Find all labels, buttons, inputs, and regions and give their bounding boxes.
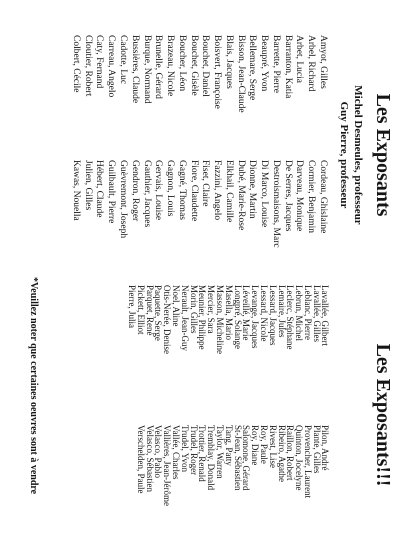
instructor-line: Michel Desmeules, professeur	[352, 85, 364, 225]
exhibitor-name: Lessard, Jacques	[267, 285, 278, 346]
exhibitor-name: Dionne, Martin	[247, 160, 258, 219]
exhibitor-name: Guilbault, Pierre	[106, 160, 117, 224]
exhibitor-name: Mercier, Sara	[206, 285, 217, 334]
exhibitor-name: Noel, Aline	[170, 285, 181, 327]
exhibitor-name: Nerault, Jean-Guy	[179, 285, 190, 351]
exhibitor-name: Amyot, Gilles	[318, 35, 328, 89]
exhibitor-name: Kawas, Nouella	[70, 160, 81, 221]
exhibitor-name: Gendron, Roger	[129, 160, 140, 222]
exhibitor-name: Arbel, Richard	[306, 35, 317, 92]
exhibitor-name: Bellemare, Serge	[247, 35, 258, 101]
exhibitor-name: Longpré, Solange	[232, 285, 243, 349]
exhibitor-name: Burque, Normand	[141, 35, 152, 104]
page-title: Les Exposants	[372, 93, 394, 217]
exhibitor-name: Vallée, Charles	[170, 425, 181, 480]
exhibitor-name: Roy, Paule	[258, 425, 269, 464]
exhibitor-name: Paquette, Serge	[153, 285, 164, 341]
exhibitor-name: Quinton, Jocelyne	[294, 425, 305, 491]
exhibitor-name: Masella, Mario	[223, 285, 234, 340]
exhibitor-name: Morin, Gilles	[188, 285, 199, 334]
exhibitor-name: Caty, Fernand	[94, 35, 105, 89]
exhibitor-name: Brunelle, Gérard	[153, 35, 164, 99]
exhibitor-name: Lavallée, Gilles	[311, 285, 322, 342]
instructor-line: Guy Pierre, professeur	[338, 101, 350, 209]
exhibitor-name: Di Marco, Louise	[259, 160, 270, 228]
exhibitor-column	[69, 160, 328, 248]
exhibitor-name: Dubé, Marie-Rose	[235, 160, 246, 231]
exhibitors-page-right	[0, 275, 400, 550]
exhibitor-name: Arbet, Lucia	[294, 35, 305, 84]
exhibitor-name: Brazeau, Nicole	[165, 35, 176, 97]
exhibitor-name: Darveau, Monique	[294, 160, 305, 232]
exhibitor-name: Roy, Diane	[250, 425, 261, 466]
exhibitor-name: Destroismaisons, Marc	[270, 160, 281, 248]
exhibitor-name: Vallières, Jean-Jérôme	[162, 425, 173, 506]
exhibitor-name: Cadotte, Luc	[117, 35, 128, 85]
exhibitor-name: Elkhail, Camille	[223, 160, 234, 223]
exhibitor-name: Cloutier, Robert	[82, 35, 93, 97]
exhibitor-name: Bisson, Jean-Claude	[235, 35, 246, 113]
exhibitor-name: Trottier, Renald	[197, 425, 208, 482]
exhibitor-name: Blais, Jacques	[223, 35, 234, 89]
exhibitor-name: Cordeau, Ghislaine	[318, 160, 328, 234]
exhibitor-name: Masson, Micheline	[214, 285, 225, 354]
exhibitor-name: Otis-Nerée, Denise	[162, 285, 173, 354]
exhibitor-name: Boisvert, Françoise	[212, 35, 223, 109]
exhibitor-name: Carreau, Angelo	[106, 35, 117, 98]
exhibitor-name: Gagné, Thomas	[176, 160, 187, 220]
exhibitor-name: Bouchet, Gisèle	[188, 35, 199, 96]
exhibitor-name: Gauthier, Jacques	[141, 160, 152, 228]
exhibitor-name: Rivest, Lise	[267, 425, 278, 468]
exhibitor-name: Pilon, André	[320, 425, 331, 471]
sale-footnote: *Veuillez noter que certaines oeuvres sont à vendre	[28, 277, 39, 495]
exhibitor-name: Fazzini, Angelo	[212, 160, 223, 221]
exhibitor-name: Pickett, Elliot	[135, 285, 146, 335]
exhibitor-name: Taylor, Warren	[214, 425, 225, 479]
exhibitor-name: Levange, Jacques	[250, 285, 261, 349]
exhibitor-name: Bussières, Claude	[129, 35, 140, 104]
exhibitor-name: Bouchet, Daniel	[200, 35, 211, 97]
exhibitor-name: Provencher, Laurent	[302, 425, 313, 499]
exhibitor-name: Salomone, Gérard	[241, 425, 252, 491]
exhibitor-name: Lebrun, Michel	[294, 285, 305, 341]
exhibitor-name: Ribeiro, Agathe	[276, 425, 287, 482]
exhibitor-name: Trudel, Yvon	[179, 425, 190, 472]
exhibitor-name: Gervais, Louise	[153, 160, 164, 221]
exhibitor-name: Hébert, Claude	[94, 160, 105, 218]
exhibitor-name: Plante, Gilles	[311, 425, 322, 474]
exhibitor-name: Velasco, Sébastien	[144, 425, 155, 492]
exhibitor-name: St-Jean, Sébastien	[232, 425, 243, 491]
exhibitor-name: Verschelden, Paule	[135, 425, 146, 494]
exhibitor-column	[136, 425, 330, 506]
exhibitor-name: Guèvremont, Joseph	[117, 160, 128, 239]
exhibitor-name: Gagnon, Louis	[165, 160, 176, 217]
exhibitor-name: Julien, Gilles	[82, 160, 93, 211]
exhibitor-name: Trudel, Roger	[188, 425, 199, 476]
exhibitor-name: Parquet, René	[144, 285, 155, 336]
exhibitor-name: Léveillé, Marie	[241, 285, 252, 341]
exhibitor-name: Pierre, Julia	[126, 285, 137, 328]
exhibitor-name: Barrette, Pierre	[270, 35, 281, 94]
exhibitor-name: Tang, Patty	[223, 425, 234, 466]
exhibitor-name: Velasco, Pablo	[153, 425, 164, 478]
exhibitor-name: Barranton, Katia	[282, 35, 293, 99]
exhibitor-name: Raillon, Robert	[285, 425, 296, 481]
exhibitor-name: Leblanc, Pierre	[302, 285, 313, 340]
exhibitor-name: Cormier, Benjamin	[306, 160, 317, 233]
exhibitor-name: Beaupré, Yvon	[259, 35, 270, 92]
exhibitor-name: Meunier, Philippe	[197, 285, 208, 350]
exhibitor-column	[127, 285, 329, 354]
exhibitor-name: De Serres, Jacques	[282, 160, 293, 232]
exhibitor-name: Lessard, Nicole	[258, 285, 269, 342]
exhibitor-name: Leclerc, Stéphane	[285, 285, 296, 350]
exhibitor-name: Tremblay, Donald	[206, 425, 217, 491]
exhibitor-name: Fiset, Claire	[200, 160, 211, 207]
exhibitor-column	[69, 35, 328, 113]
exhibitor-name: Lavallée, Gilbert	[320, 285, 331, 346]
exhibitor-name: Boucher, Léon	[176, 35, 187, 92]
page-title: Les Exposants!!!	[372, 343, 394, 487]
exhibitor-name: Fiore, Claudette	[188, 160, 199, 222]
exhibitor-name: Colbert, Cécile	[70, 35, 81, 93]
exhibitor-name: Lemaire, Jules	[276, 285, 287, 338]
